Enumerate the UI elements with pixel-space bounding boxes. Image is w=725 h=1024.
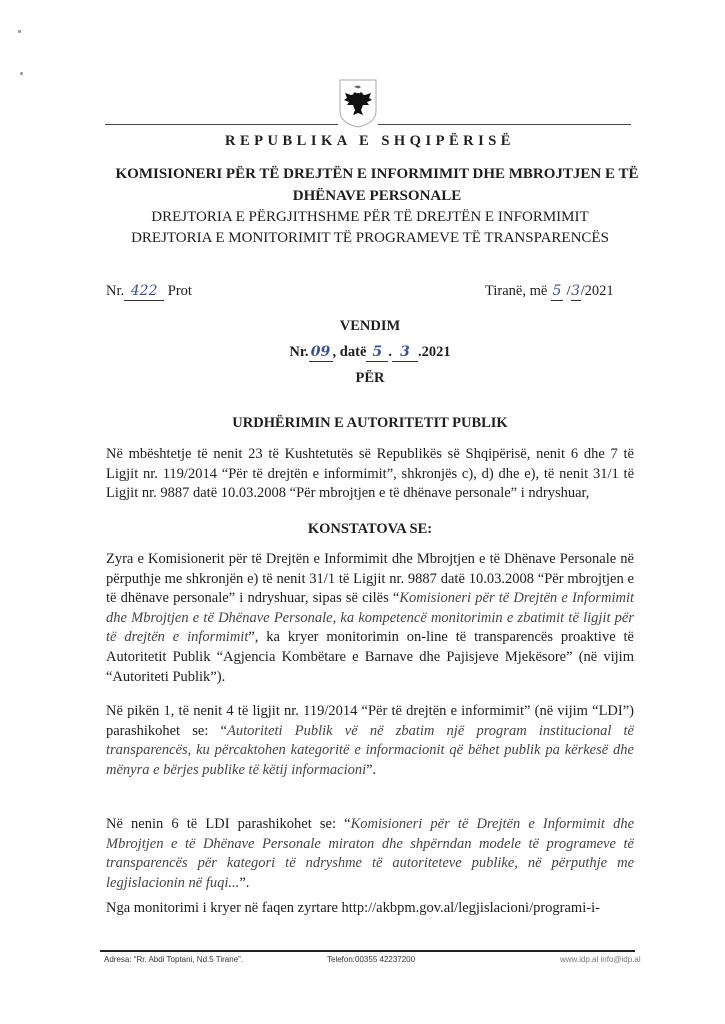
protocol-nr-value: 422	[130, 283, 158, 299]
directorate-general: DREJTORIA E PËRGJITHSHME PËR TË DREJTËN E INFORMIMIT	[151, 209, 589, 225]
protocol-number	[106, 283, 192, 301]
legal-basis-paragraph: Në mbështetje të nenit 23 të Kushtetutës së Republikës së Shqipërisë, nenit 6 dhe 7 të Ligjit nr. 119/2014 “Për të drejtën e informimit”, shkronjës c), d) dhe e), të nenit 31/1 të Ligjit nr. 9887 datë 10.03.2008 “Për mbrojtjen e të dhënave personale” i ndryshuar,	[106, 446, 634, 502]
findings-paragraph-1: Zyra e Komisionerit për të Drejtën e Informimit dhe Mbrojtjen e të Dhënave Personale në përputhje me shkronjën e) të nenit 31/1 të Ligjit nr. 9887 datë 10.03.2008 “Për mbrojtjen e të dhënave personale” i ndryshuar, sipas së cilës “Komisioneri për të Drejtën e Informimit dhe Mbrojtjen e të Dhënave Personale, ka kompetencë monitorimin e zbatimit të ligjit për të drejtën e informimit”, ka kryer monitorimin on-line të transparencës proaktive të Autoritetit Publik “Agjencia Kombëtare e Barnave dhe Pajisjeve Mjekësore” (në vijim “Autoriteti Publik”).	[106, 551, 634, 685]
place-label: Tiranë, më	[485, 283, 548, 299]
decision-title: VENDIM	[339, 318, 401, 334]
decision-subject: URDHËRIMIN E AUTORITETIT PUBLIK	[232, 415, 508, 431]
directorate: DREJTORIA E MONITORIMIT TË PROGRAMEVE TË TRANSPARENCËS	[131, 230, 609, 246]
findings-paragraph-2: Në pikën 1, të nenit 4 të ligjit nr. 119/2014 “Për të drejtën e informimit” (në vijim “LDI”) parashikohet se: “Autoriteti Publik vë në zbatim një program institucional të transparencës, ku përcaktohen kategoritë e informacionit që bëhet publik pa kërkesë dhe mënyra e bërjes publike të këtij informacioni”.	[106, 703, 634, 778]
decision-number: Nr. 09 , datë 5 . 3 .2021	[289, 344, 451, 360]
decision-for: PËR	[355, 370, 385, 386]
footer-web-email[interactable]: www.idp.al info@idp.al	[560, 955, 641, 964]
protocol-date: Tiranë, më 5 /3/2021	[485, 283, 614, 299]
decision-date-label: , datë	[332, 344, 367, 360]
footer-rule	[100, 950, 635, 952]
findings-paragraph-4: Nga monitorimi i kryer në faqen zyrtare http://akbpm.gov.al/legjislacioni/programi-i-	[106, 900, 600, 916]
header-rule-left	[105, 124, 338, 125]
findings-heading: KONSTATOVA SE:	[307, 521, 433, 537]
protocol-day: 5	[552, 283, 562, 299]
footer-phone: Telefon:00355 42237200	[327, 955, 416, 964]
findings-paragraph-3: Në nenin 6 të LDI parashikohet se: “Komisioneri për të Drejtën e Informimit dhe Mbrojtjen e të Dhënave Personale miraton dhe shpërndan modele të programeve të transparencës për kategori të ndryshme të autoriteteve publike, në përputhje me legjislacionin në fuqi...”.	[106, 816, 635, 891]
footer-address: Adresa: “Rr. Abdi Toptani, Nd.5 Tirane”.	[104, 955, 244, 964]
albanian-eagle-emblem-icon	[337, 77, 379, 129]
scan-speck	[18, 30, 21, 33]
institution-title: KOMISIONERI PËR TË DREJTËN E INFORMIMIT DHE MBROJTJEN E TË DHËNAVE PERSONALE	[115, 166, 639, 204]
protocol-nr-label: Nr.	[106, 283, 125, 299]
decision-nr-value: 09	[310, 344, 331, 360]
decision-nr-label: Nr.	[289, 344, 309, 360]
scan-speck	[20, 72, 23, 75]
decision-day: 5	[372, 344, 383, 360]
protocol-prot-label: Prot	[167, 283, 192, 299]
decision-year: .2021	[418, 344, 451, 360]
decision-month: 3	[400, 344, 410, 360]
country-title: REPUBLIKA E SHQIPËRISË	[225, 133, 515, 149]
protocol-year: /2021	[580, 283, 614, 299]
protocol-month: 3	[571, 283, 581, 299]
header-rule-right	[378, 124, 631, 125]
